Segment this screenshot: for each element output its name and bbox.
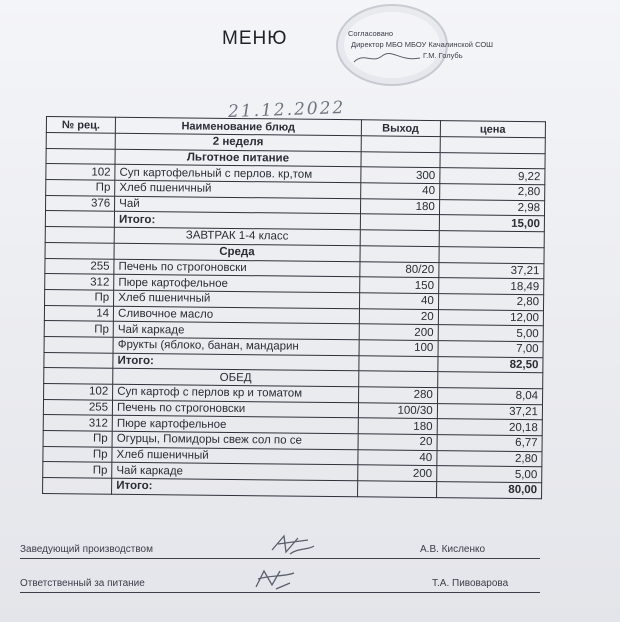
responsible-signature (250, 565, 300, 591)
dish-price: 5,00 (438, 325, 543, 342)
section-title: ОБЕД (113, 369, 359, 387)
recipe-code: Пр (44, 321, 113, 337)
empty-cell (45, 227, 114, 243)
menu-body (43, 133, 546, 499)
responsible-name: Т.А. Пивоварова (432, 578, 509, 589)
portion-output: 180 (360, 199, 439, 216)
recipe-code: Пр (45, 289, 114, 305)
approval-position: Директор МБО МБОУ Качалинской СОШ (351, 40, 494, 49)
dish-name: Хлеб пшеничный (112, 447, 358, 465)
dish-name: Сливочное масло (113, 306, 359, 324)
recipe-code: 312 (43, 415, 112, 431)
empty-cell (43, 478, 112, 494)
empty-cell (440, 152, 545, 169)
empty-cell (45, 242, 114, 258)
recipe-code: 376 (46, 195, 115, 211)
total-value: 80,00 (436, 482, 541, 499)
total-value: 15,00 (439, 215, 544, 232)
empty-cell (360, 230, 439, 247)
empty-cell (358, 355, 437, 372)
recipe-code: Пр (43, 462, 112, 478)
week-label: 2 неделя (115, 133, 361, 151)
menu-date: 21.12.2022 (227, 97, 346, 123)
recipe-code: Пр (43, 431, 112, 447)
column-header-output: Выход (361, 120, 440, 137)
recipe-code: 255 (45, 258, 114, 274)
menu-table (42, 116, 546, 499)
dish-name: Пюре картофельное (114, 274, 360, 292)
empty-cell (357, 481, 436, 498)
manager-label: Заведующий производством (20, 544, 153, 555)
dish-price: 12,00 (438, 309, 543, 326)
recipe-code: 312 (45, 274, 114, 290)
empty-cell (439, 246, 544, 263)
dish-price: 8,04 (437, 388, 542, 405)
dish-name: Суп картоф с перлов кр и томатом (113, 384, 359, 402)
dish-price: 2,80 (438, 293, 543, 310)
total-label: Итого: (113, 353, 359, 371)
dish-name: Чай (115, 196, 361, 214)
dish-price: 2,80 (437, 450, 542, 467)
portion-output: 100 (359, 340, 438, 357)
dish-name: Суп картофельный с перлов. кр,том (115, 165, 361, 183)
dish-price: 2,80 (439, 184, 544, 201)
responsible-label: Ответственный за питание (20, 578, 145, 589)
approval-signature (352, 50, 422, 66)
portion-output: 20 (358, 434, 437, 451)
dish-name: Печень по строгоновски (114, 259, 360, 277)
portion-output: 20 (359, 308, 438, 325)
approval-name: Г.М. Голубь (423, 51, 463, 60)
portion-output: 300 (360, 167, 439, 184)
section-title: ЗАВТРАК 1-4 класс (114, 227, 360, 245)
recipe-code: Пр (46, 180, 115, 196)
dish-name: Чай каркаде (112, 463, 358, 481)
empty-cell (360, 214, 439, 231)
approval-label: Согласовано (348, 29, 394, 38)
portion-output: 40 (360, 183, 439, 200)
dish-price: 9,22 (440, 168, 545, 185)
section-title: Льготное питание (115, 149, 361, 167)
recipe-code: 14 (44, 305, 113, 321)
dish-price: 7,00 (438, 341, 543, 358)
portion-output: 100/30 (358, 402, 437, 419)
empty-cell (44, 352, 113, 368)
portion-output: 40 (359, 293, 438, 310)
dish-name: Чай каркаде (113, 321, 359, 339)
empty-cell (437, 372, 542, 389)
manager-signature (268, 530, 318, 556)
recipe-code: 102 (44, 383, 113, 399)
dish-price: 18,49 (438, 278, 543, 295)
portion-output: 200 (359, 324, 438, 341)
document-title: МЕНЮ (222, 28, 288, 49)
portion-output: 40 (357, 450, 436, 467)
recipe-code: 255 (43, 399, 112, 415)
dish-name: Пюре картофельное (112, 416, 358, 434)
recipe-code: 102 (46, 164, 115, 180)
total-label: Итого: (114, 212, 360, 230)
dish-price: 2,98 (439, 199, 544, 216)
dish-name: Печень по строгоновски (112, 400, 358, 418)
portion-output: 180 (358, 418, 437, 435)
empty-cell (361, 151, 440, 168)
dish-name: Хлеб пшеничный (115, 180, 361, 198)
empty-cell (439, 231, 544, 248)
dish-name: Хлеб пшеничный (114, 290, 360, 308)
empty-cell (360, 246, 439, 263)
dish-name: Фрукты (яблоко, банан, мандарин (113, 337, 359, 355)
empty-cell (46, 148, 115, 164)
dish-name: Огурцы, Помидоры свеж сол по се (112, 431, 358, 449)
dish-price: 37,21 (439, 262, 544, 279)
total-value: 82,50 (438, 356, 543, 373)
recipe-code: Пр (43, 446, 112, 462)
portion-output: 280 (358, 387, 437, 404)
dish-price: 5,00 (436, 466, 541, 483)
manager-name: А.В. Кисленко (420, 544, 486, 555)
dish-price: 20,18 (437, 419, 542, 436)
responsible-underline (20, 592, 540, 593)
dish-price: 6,77 (437, 435, 542, 452)
column-header-name: Наименование блюд (115, 117, 361, 136)
portion-output: 150 (359, 277, 438, 294)
column-header-code: № рец. (46, 117, 115, 134)
empty-cell (44, 368, 113, 384)
section-title: Среда (114, 243, 360, 261)
portion-output: 80/20 (359, 261, 438, 278)
recipe-code (44, 336, 113, 352)
empty-cell (45, 211, 114, 227)
total-label: Итого: (112, 478, 358, 496)
empty-cell (358, 371, 437, 388)
column-header-price: цена (440, 121, 545, 138)
manager-underline (20, 558, 540, 559)
dish-price: 37,21 (437, 403, 542, 420)
portion-output: 200 (357, 465, 436, 482)
